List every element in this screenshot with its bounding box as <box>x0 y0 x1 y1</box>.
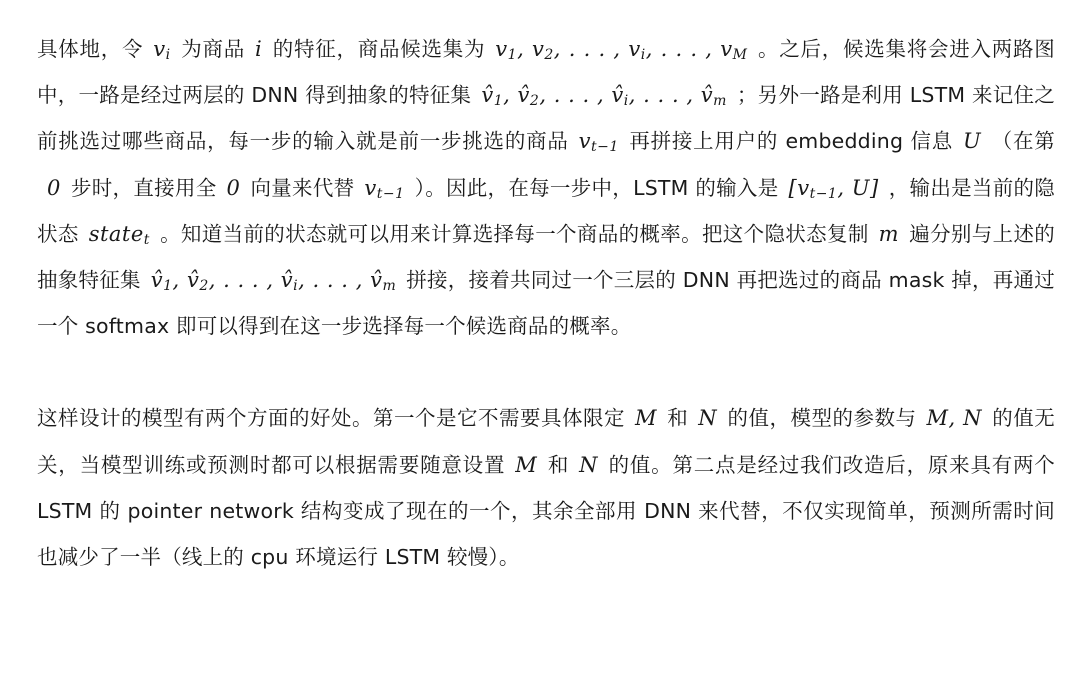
math-subscript: 1 <box>493 93 504 110</box>
math-expression <box>354 176 414 200</box>
math-symbol: [v <box>788 175 810 200</box>
math-subscript: t−1 <box>591 139 619 156</box>
math-expression <box>569 129 629 156</box>
math-symbol: N <box>579 452 599 477</box>
math-subscript: m <box>713 93 727 110</box>
math-subscript: i <box>640 47 646 63</box>
math-subscript: 1 <box>507 47 518 63</box>
math-symbol: M, N <box>926 406 982 431</box>
paragraph-model-benefits <box>37 395 1055 580</box>
math-symbol: U <box>963 129 982 154</box>
math-subscript: M <box>732 47 748 63</box>
math-symbol: , . . . , v̂ <box>628 83 714 108</box>
math-symbol: M <box>515 452 538 477</box>
math-expression <box>79 222 160 246</box>
math-expression <box>625 406 667 430</box>
text-run: 向量来代替 <box>250 175 355 200</box>
math-expression <box>916 406 992 430</box>
text-run: 和 <box>666 406 689 431</box>
text-run: 这样设计的模型有两个方面的好处。第一个是它不需要具体限定 <box>37 406 625 431</box>
math-subscript: t−1 <box>376 185 405 202</box>
math-symbol: , . . . , v <box>645 37 733 61</box>
text-run: ）。因此，在每一步中，LSTM 的输入是 <box>414 175 779 200</box>
math-symbol: , v̂ <box>503 83 530 108</box>
math-expression <box>505 453 547 477</box>
math-symbol: N <box>698 406 718 431</box>
math-symbol: m <box>878 221 900 246</box>
math-symbol: v <box>364 175 377 200</box>
text-run: 。知道当前的状态就可以用来计算选择每一个商品的概率。把这个隐状态复制 <box>159 221 869 246</box>
math-expression <box>217 176 251 200</box>
math-subscript: t−1 <box>809 185 838 202</box>
math-symbol: v̂ <box>481 83 494 108</box>
math-expression <box>688 406 727 430</box>
math-subscript: 2 <box>529 93 540 110</box>
text-run: 的值。第二点是经过我们改造后，原来具有两个 LSTM 的 pointer network 结构变成了现在的一个，其余全部用 DNN 来代替，不仅实现简单，预测所需时间也减少了一半（线上的 cpu 环境运行 LSTM 较慢）。 <box>37 452 1056 570</box>
text-run: 的值无关，当模型训练或预测时都可以根据需要随意设置 <box>37 406 1055 477</box>
math-expression <box>485 37 757 61</box>
math-subscript: i <box>623 93 629 110</box>
math-symbol: , . . . , v <box>553 37 641 61</box>
math-expression <box>569 453 608 477</box>
math-symbol: , . . . , v̂ <box>539 83 624 108</box>
math-symbol: v̂ <box>150 268 164 293</box>
text-run: 遍分别与上述的抽象特征集 <box>37 221 1055 293</box>
math-subscript: 2 <box>544 47 554 63</box>
text-run: 为商品 <box>180 37 245 61</box>
math-symbol: 0 <box>47 175 61 200</box>
text-run: 再拼接上用户的 embedding 信息 <box>628 129 954 154</box>
math-symbol: v <box>578 129 591 154</box>
text-run: ，输出是当前的隐状态 <box>37 175 1055 246</box>
text-run: ；另外一路是利用 LSTM 来记住之前挑选过哪些商品，每一步的输入就是前一步挑选的商品 <box>37 83 1055 154</box>
math-expression <box>143 37 180 61</box>
math-symbol: v <box>495 37 508 61</box>
article-body <box>37 26 1055 580</box>
text-run: 的特征，商品候选集为 <box>272 37 486 61</box>
math-symbol: state <box>88 221 144 246</box>
text-run: 步时，直接用全 <box>70 175 217 200</box>
math-expression <box>953 129 991 153</box>
math-symbol: , . . . , v̂ <box>298 268 383 293</box>
text-run: （在第 <box>991 129 1056 154</box>
math-subscript: m <box>382 278 397 295</box>
math-symbol: i <box>254 37 263 61</box>
text-run: 。之后，候选集将会进入两路图中，一路是经过两层的 DNN 得到抽象的特征集 <box>37 37 1056 108</box>
math-subscript: i <box>293 278 299 295</box>
math-symbol: , v <box>517 37 545 61</box>
math-symbol: v <box>153 37 166 61</box>
math-subscript: 2 <box>199 278 209 295</box>
math-symbol: 0 <box>226 175 241 200</box>
math-subscript: t <box>143 231 150 248</box>
math-symbol: M <box>634 406 657 431</box>
text-run: 和 <box>547 452 570 477</box>
text-run: 拼接，接着共同过一个三层的 DNN 再把选过的商品 mask 掉，再通过一个 softmax 即可以得到在这一步选择每一个候选商品的概率。 <box>37 268 1055 339</box>
math-subscript: 1 <box>163 278 173 295</box>
math-symbol: , . . . , v̂ <box>208 268 294 293</box>
math-symbol: , U] <box>837 175 879 200</box>
math-expression <box>245 37 272 61</box>
math-expression <box>779 176 889 200</box>
math-expression <box>37 176 71 200</box>
math-expression <box>869 222 909 246</box>
math-expression <box>141 268 407 295</box>
text-run: 具体地，令 <box>37 37 144 61</box>
math-symbol: , v̂ <box>172 268 200 293</box>
math-expression <box>471 83 737 110</box>
paragraph-model-description <box>37 26 1055 349</box>
math-subscript: i <box>165 47 171 63</box>
text-run: 的值，模型的参数与 <box>727 406 917 431</box>
